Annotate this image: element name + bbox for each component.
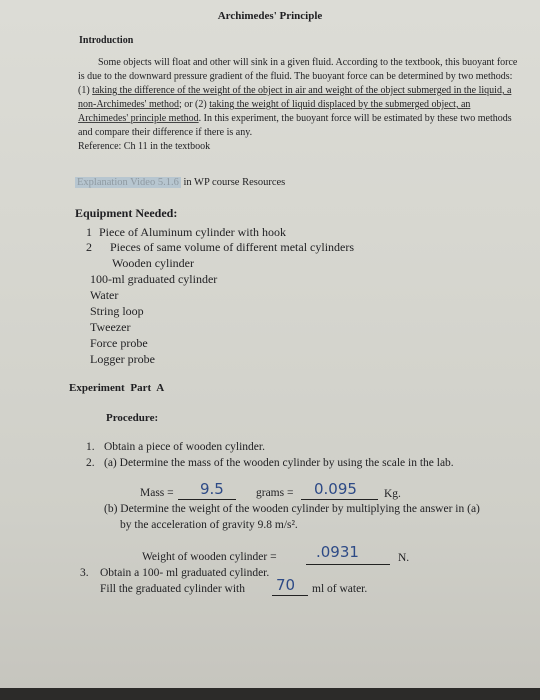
equipment-item: Logger probe xyxy=(90,352,155,366)
step-2b-text: (b) Determine the weight of the wooden cylinder by multiplying the answer in (a) xyxy=(104,503,480,515)
intro-text-2: ; or (2) xyxy=(178,99,210,110)
intro-method-1: taking the difference of the weight of the object in air and weight of the object submerged in the liquid, a non-Archimedes' method xyxy=(78,85,512,110)
equipment-item: Tweezer xyxy=(90,320,131,334)
step-3-text: Obtain a 100- ml graduated cylinder. xyxy=(100,567,270,579)
step-number: 1. xyxy=(86,441,95,453)
background-surface xyxy=(0,688,540,700)
mass-kg-answer: 0.095 xyxy=(314,480,357,498)
experiment-heading: Experiment Part A xyxy=(69,382,165,394)
step-3-fill-post: ml of water. xyxy=(312,583,368,595)
equipment-item: 100-ml graduated cylinder xyxy=(90,272,218,286)
step-2a-text: (a) Determine the mass of the wooden cylinder by using the scale in the lab. xyxy=(104,457,454,469)
intro-method-2: taking the weight of liquid displaced by the submerged object, an Archimedes' principle method xyxy=(78,99,471,124)
equipment-item: Wooden cylinder xyxy=(112,256,195,270)
intro-heading: Introduction xyxy=(79,35,134,46)
equipment-heading: Equipment Needed: xyxy=(75,206,178,220)
step-number: 2. xyxy=(86,457,95,469)
weight-blank xyxy=(306,564,390,565)
equipment-item: String loop xyxy=(90,304,144,318)
grams-label: grams = xyxy=(256,487,294,499)
procedure-heading: Procedure: xyxy=(106,412,159,424)
equipment-num: 1 xyxy=(86,225,92,239)
kg-label: Kg. xyxy=(384,488,401,500)
equipment-item: Piece of Aluminum cylinder with hook xyxy=(99,225,286,239)
water-volume-blank xyxy=(272,595,308,596)
step-3-fill-pre: Fill the graduated cylinder with xyxy=(100,583,245,595)
mass-kg-blank xyxy=(301,499,378,500)
video-suffix: in WP course Resources xyxy=(183,177,286,188)
step-1-text: Obtain a piece of wooden cylinder. xyxy=(104,441,265,453)
intro-text-3: . In this experiment, the buoyant force will be estimated by these two methods and compare their difference if there is any. xyxy=(78,113,512,138)
equipment-item: Pieces of same volume of different metal cylinders xyxy=(110,240,355,254)
weight-label: Weight of wooden cylinder = xyxy=(142,551,277,563)
water-volume-answer: 70 xyxy=(276,576,296,594)
mass-grams-answer: 9.5 xyxy=(200,480,224,498)
weight-answer: .0931 xyxy=(316,543,359,561)
mass-grams-blank xyxy=(178,499,236,500)
equipment-item: Force probe xyxy=(90,336,148,350)
equipment-num: 2 xyxy=(86,240,92,254)
equipment-item: Water xyxy=(90,288,119,302)
intro-paragraph xyxy=(78,56,520,154)
explanation-video-link[interactable]: Explanation Video 5.1.6 xyxy=(77,177,179,188)
video-resource-line xyxy=(75,176,285,189)
reference-line: Reference: Ch 11 in the textbook xyxy=(78,141,211,152)
intro-text-1: Some objects will float and other will sink in a given fluid. According to the textbook, this buoyant force is due to the downward pressure gradient of the fluid. The buoyant force can be determined by two methods: (1) xyxy=(78,57,518,96)
step-2b-text-cont: by the acceleration of gravity 9.8 m/s². xyxy=(120,519,298,531)
step-number: 3. xyxy=(80,567,89,579)
page-title: Archimedes' Principle xyxy=(217,10,323,22)
newton-label: N. xyxy=(398,552,410,564)
mass-label: Mass = xyxy=(140,487,174,499)
